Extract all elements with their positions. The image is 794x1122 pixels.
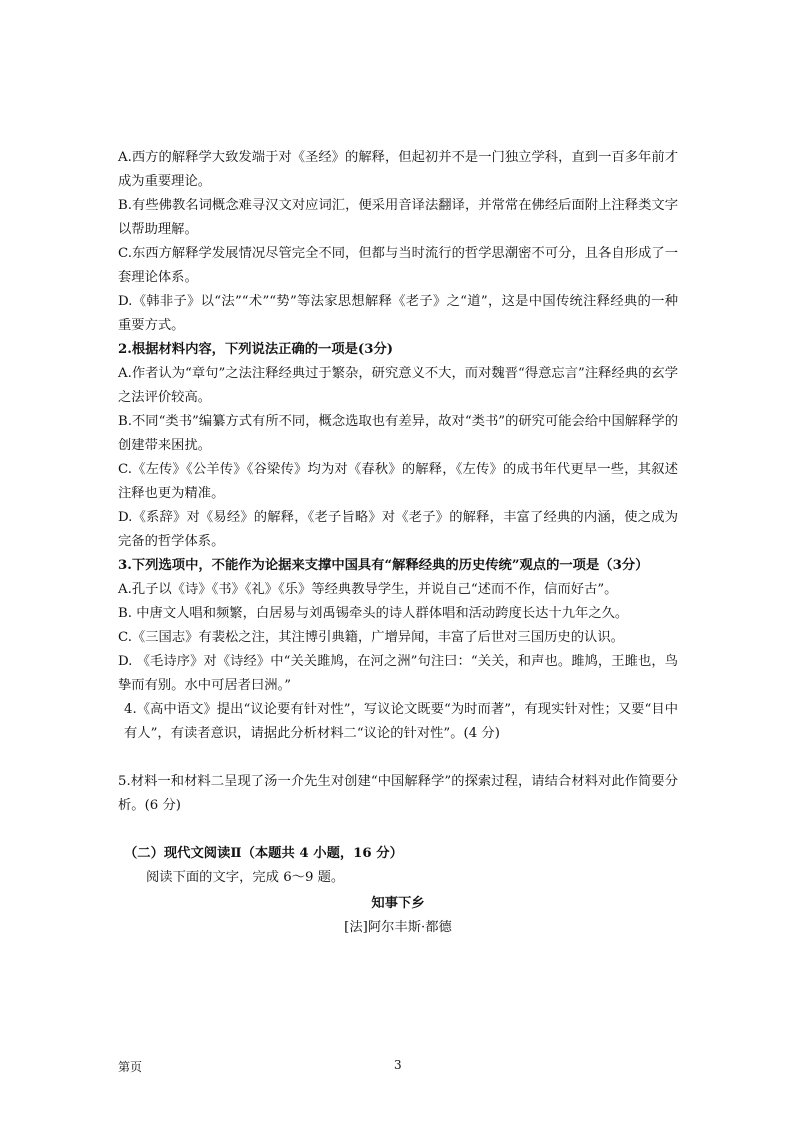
spacer (118, 818, 678, 842)
q5-question: 5.材料一和材料二呈现了汤一介先生对创建“中国解释学”的探索过程，请结合材料对此作简要分析。(6 分) (118, 774, 678, 813)
q2-option-c: C.《左传》《公羊传》《谷梁传》均为对《春秋》的解释，《左传》的成书年代更早一些，其叙述注释也更为精准。 (118, 462, 678, 501)
q2-option-a: A.作者认为“章句”之法注释经典过于繁杂，研究意义不大，而对魏晋“得意忘言”注释经典的玄学之法评价较高。 (118, 366, 678, 405)
page-content (118, 146, 678, 940)
q3-option-c: C.《三国志》有裴松之注，其注博引典籍，广增异闻，丰富了后世对三国历史的认识。 (118, 630, 624, 645)
footer-page-number: 3 (394, 1058, 402, 1072)
spacer (118, 746, 678, 770)
q3-stem: 3.下列选项中，不能作为论据来支撑中国具有“解释经典的历史传统”观点的一项是（3分） (118, 558, 649, 573)
q4-question: 4.《高中语文》提出“议论要有针对性”，写议论文既要“为时而著”，有现实针对性；又要“目中有人”，有读者意识，请据此分析材料二“议论的针对性”。(4 分) (124, 702, 678, 741)
q3-option-a: A.孔子以《诗》《书》《礼》《乐》等经典教导学生，并说自己“述而不作，信而好古”。 (118, 582, 618, 597)
story-author: [法]阿尔丰斯·都德 (344, 920, 452, 935)
section-title: （二）现代文阅读Ⅱ（本题共 4 小题，16 分） (124, 846, 403, 861)
q2-option-d: D.《系辞》对《易经》的解释，《老子旨略》对《老子》的解释，丰富了经典的内涵，使之成为完备的哲学体系。 (118, 510, 678, 549)
story-title: 知事下乡 (371, 896, 425, 911)
q1-option-d: D.《韩非子》以“法”“术”“势”等法家思想解释《老子》之“道”，这是中国传统注释经典的一种重要方式。 (118, 294, 678, 333)
section-instruction: 阅读下面的文字，完成 6～9 题。 (146, 870, 345, 885)
q3-option-b: B. 中唐文人唱和频繁，白居易与刘禹锡牵头的诗人群体唱和活动跨度长达十九年之久。 (118, 606, 629, 621)
q1-option-a: A.西方的解释学大致发端于对《圣经》的解释，但起初并不是一门独立学科，直到一百多年前才成为重要理论。 (118, 150, 678, 189)
q1-option-b: B.有些佛教名词概念难寻汉文对应词汇，便采用音译法翻译，并常常在佛经后面附上注释类文字以帮助理解。 (118, 198, 678, 237)
q2-option-b: B.不同“类书”编纂方式有所不同，概念选取也有差异，故对“类书”的研究可能会给中国解释学的创建带来困扰。 (118, 414, 678, 453)
q2-stem: 2.根据材料内容，下列说法正确的一项是(3分) (118, 342, 394, 357)
footer-page-label: 第页 (118, 1060, 143, 1074)
q3-option-d: D. 《毛诗序》对《诗经》中“关关雎鸠，在河之洲”句注曰：“关关，和声也。雎鸠，王雎也，鸟挚而有别。水中可居者曰洲。” (118, 654, 678, 693)
q1-option-c: C.东西方解释学发展情况尽管完全不同，但都与当时流行的哲学思潮密不可分，且各自形成了一套理论体系。 (118, 246, 678, 285)
